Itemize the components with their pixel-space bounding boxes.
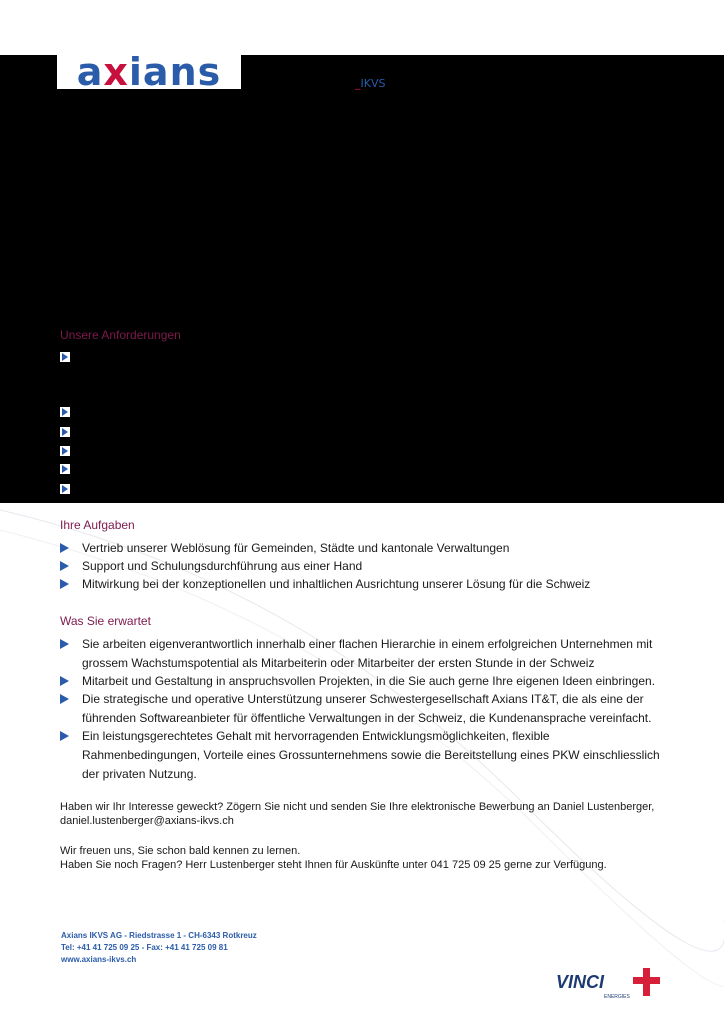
task-item: Vertrieb unserer Weblösung für Gemeinden, Städte und kantonale Verwaltungen [82,541,510,555]
offer-item-line: Die strategische und operative Unterstützung unserer Schwestergesellschaft Axians IT&T, die als eine der [82,692,644,706]
offer-item-line: Rahmenbedingungen, Vorteile eines Grossunternehmens sowie die Bereitstellung eines PKW einschliesslich [82,748,660,762]
footer-website[interactable]: www.axians-ikvs.ch [61,955,137,964]
offer-item-line: Sie arbeiten eigenverantwortlich innerhalb einer flachen Hierarchie in einem erfolgreichen Unternehmen mit [82,637,653,651]
footer-phone: Tel: +41 41 725 09 25 - Fax: +41 41 725 09 81 [61,943,228,952]
bullet-icon [60,407,70,417]
bullet-icon [60,694,69,704]
bullet-icon [60,427,70,437]
bullet-icon [60,639,69,649]
bullet-icon [60,731,69,741]
tasks-heading: Ihre Aufgaben [60,518,135,532]
subbrand-ikvs: _IKVS [355,77,386,90]
bullet-icon [60,446,70,456]
offer-item-line: grossem Wachstumspotential als Mitarbeiterin oder Mitarbeiter der ersten Stunde in der Schweiz [82,656,595,670]
offer-heading: Was Sie erwartet [60,614,151,628]
vinci-wordmark: VINCI [556,972,605,992]
offer-item-line: führenden Softwareanbieter für öffentliche Verwaltungen in der Schweiz, die Kundenansprache vereinfacht. [82,711,652,725]
offer-item-line: Ein leistungsgerechtetes Gehalt mit hervorragenden Entwicklungsmöglichkeiten, flexible [82,729,550,743]
vinci-energies-logo [556,968,666,1000]
footer-address: Axians IKVS AG - Riedstrasse 1 - CH-6343 Rotkreuz [61,931,257,940]
contact-email[interactable]: daniel.lustenberger@axians-ikvs.ch [60,815,234,827]
bullet-icon [60,561,69,571]
logo-wordmark: axians [76,50,222,94]
axians-logo [57,50,241,94]
bullet-icon [60,464,70,474]
closing-text: Wir freuen uns, Sie schon bald kennen zu lernen. [60,845,301,857]
bullet-icon [60,352,70,362]
bullet-icon [60,579,69,589]
closing-text: Haben Sie noch Fragen? Herr Lustenberger steht Ihnen für Auskünfte unter 041 725 09 25 gerne zur Verfügung. [60,859,607,871]
bullet-icon [60,543,69,553]
requirements-heading: Unsere Anforderungen [60,328,181,342]
task-item: Mitwirkung bei der konzeptionellen und inhaltlichen Ausrichtung unserer Lösung für die Schweiz [82,577,591,591]
task-item: Support und Schulungsdurchführung aus einer Hand [82,559,363,573]
bullet-icon [60,484,70,494]
redacted-black-block [0,50,724,503]
offer-item-line: der privaten Nutzung. [82,767,197,781]
offer-item-line: Mitarbeit und Gestaltung in anspruchsvollen Projekten, in die Sie auch gerne Ihre eigenen Ideen einbringen. [82,674,656,688]
closing-text: Haben wir Ihr Interesse geweckt? Zögern Sie nicht und senden Sie Ihre elektronische Bewerbung an Daniel Lustenberger, [60,801,655,813]
vinci-cross-icon [633,968,660,996]
bullet-icon [60,676,69,686]
energies-wordmark: ENERGIES [604,994,630,1000]
